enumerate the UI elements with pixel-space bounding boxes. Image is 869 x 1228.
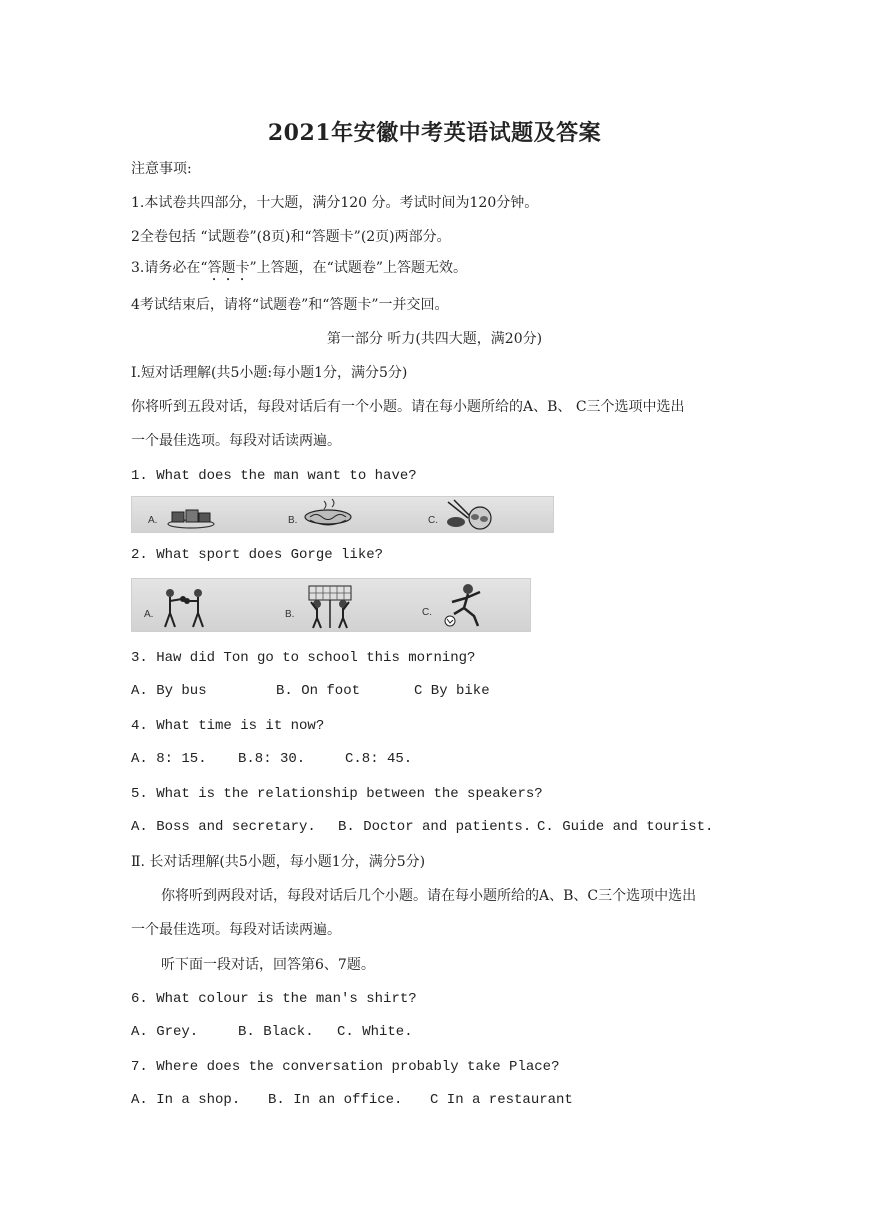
q5-option-c: C. Guide and tourist. bbox=[537, 819, 714, 835]
section1-instructions-1: 你将听到五段对话，每段对话后有一个小题。请在每小题所给的A、B、 C三个选项中选出 bbox=[131, 399, 685, 415]
cakes-icon bbox=[166, 503, 216, 529]
question-2: 2. What sport does Gorge like? bbox=[131, 547, 384, 563]
q3-option-b: B. On foot bbox=[276, 683, 361, 699]
emphasized-answer-card: 答题卡 bbox=[207, 260, 250, 276]
q7-option-a: A. In a shop. bbox=[131, 1092, 241, 1108]
volleyball-icon bbox=[297, 582, 363, 630]
q6-option-c: C. White. bbox=[337, 1024, 413, 1040]
q7-option-b: B. In an office. bbox=[268, 1092, 403, 1108]
section1-instructions-2: 一个最佳选项。每段对话读两遍。 bbox=[131, 433, 341, 449]
q5-option-a: A. Boss and secretary. bbox=[131, 819, 316, 835]
q6-option-b: B. Black. bbox=[238, 1024, 314, 1040]
question-1: 1. What does the man want to have? bbox=[131, 468, 417, 484]
q4-option-a: A. 8: 15. bbox=[131, 751, 207, 767]
section2-subheading: 听下面一段对话，回答第6、7题。 bbox=[161, 957, 375, 973]
question-5: 5. What is the relationship between the speakers? bbox=[131, 786, 543, 802]
note-3: 3.请务必在“答题卡”上答题，在“试题卷”上答题无效。 bbox=[131, 260, 467, 276]
question-6: 6. What colour is the man's shirt? bbox=[131, 991, 417, 1007]
q6-option-a: A. Grey. bbox=[131, 1024, 199, 1040]
section2-heading: Ⅱ. 长对话理解(共5小题，每小题1分，满分5分) bbox=[131, 854, 426, 870]
q4-option-b: B.8: 30. bbox=[238, 751, 306, 767]
q5-option-b: B. Doctor and patients. bbox=[338, 819, 532, 835]
soccer-icon bbox=[432, 581, 502, 629]
question-1-options-image: A. B. C. bbox=[131, 496, 554, 533]
section1-heading: Ⅰ.短对话理解(共5小题:每小题1分，满分5分) bbox=[131, 365, 408, 381]
dumplings-icon bbox=[442, 498, 494, 530]
section2-instructions-1: 你将听到两段对话，每段对话后几个小题。请在每小题所给的A、B、C三个选项中选出 bbox=[161, 888, 697, 904]
q3-option-a: A. By bus bbox=[131, 683, 207, 699]
q3-option-c: C By bike bbox=[414, 683, 490, 699]
boxing-icon bbox=[156, 585, 214, 629]
part1-heading: 第一部分 听力(共四大题，满20分) bbox=[326, 331, 543, 347]
question-7: 7. Where does the conversation probably take Place? bbox=[131, 1059, 560, 1075]
question-4: 4. What time is it now? bbox=[131, 718, 325, 734]
question-3: 3. Haw did Ton go to school this morning? bbox=[131, 650, 476, 666]
note-1: 1.本试卷共四部分，十大题，满分120 分。考试时间为120分钟。 bbox=[131, 195, 539, 211]
note-2: 2全卷包括 “试题卷”(8页)和“答题卡”(2页)两部分。 bbox=[131, 229, 451, 245]
q4-option-c: C.8: 45. bbox=[345, 751, 413, 767]
q7-option-c: C In a restaurant bbox=[430, 1092, 573, 1108]
note-4: 4考试结束后，请将“试题卷”和“答题卡”一并交回。 bbox=[131, 297, 449, 313]
noodles-icon bbox=[302, 497, 354, 531]
section2-instructions-2: 一个最佳选项。每段对话读两遍。 bbox=[131, 922, 341, 938]
notes-heading: 注意事项: bbox=[131, 161, 192, 177]
page-title: 2021年安徽中考英语试题及答案 bbox=[267, 120, 602, 146]
question-2-options-image: A. B. C. bbox=[131, 578, 531, 632]
